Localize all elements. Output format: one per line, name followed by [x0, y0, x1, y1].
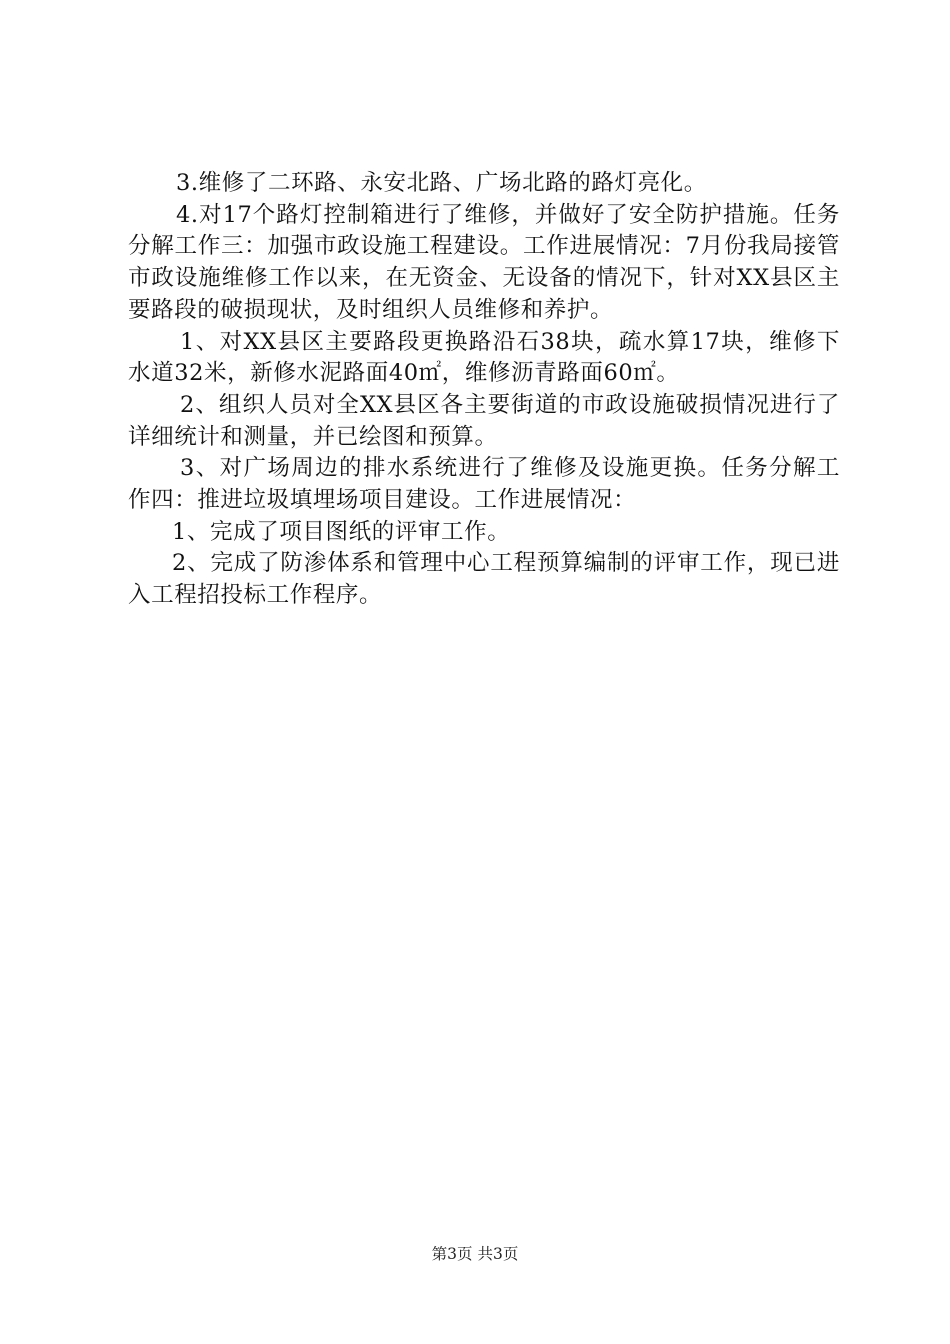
paragraph-budget-review: 2、完成了防渗体系和管理中心工程预算编制的评审工作，现已进入工程招投标工作程序。	[128, 550, 840, 609]
paragraph-drainage: 3、对广场周边的排水系统进行了维修及设施更换。任务分解工作四：推进垃圾填埋场项目建设。工作进展情况：	[128, 455, 840, 514]
document-body	[128, 168, 840, 612]
paragraph-road-repair: 1、对XX县区主要路段更换路沿石38块，疏水算17块，维修下水道32米，新修水泥路面40㎡，维修沥青路面60㎡。	[128, 328, 840, 387]
paragraph-drawing-review: 1、完成了项目图纸的评审工作。	[172, 518, 511, 545]
paragraph-streetlight-repair: 3.维修了二环路、永安北路、广场北路的路灯亮化。	[176, 170, 707, 196]
page-number-footer: 第3页 共3页	[431, 1245, 519, 1263]
paragraph-control-box-repair: 4.对17个路灯控制箱进行了维修，并做好了安全防护措施。任务分解工作三：加强市政设施工程建设。工作进展情况：7月份我局接管市政设施维修工作以来，在无资金、无设备的情况下，针对XX县区主要路段的破损现状，及时组织人员维修和养护。	[128, 201, 840, 323]
paragraph-survey: 2、组织人员对全XX县区各主要街道的市政设施破损情况进行了详细统计和测量，并已绘图和预算。	[128, 391, 840, 450]
